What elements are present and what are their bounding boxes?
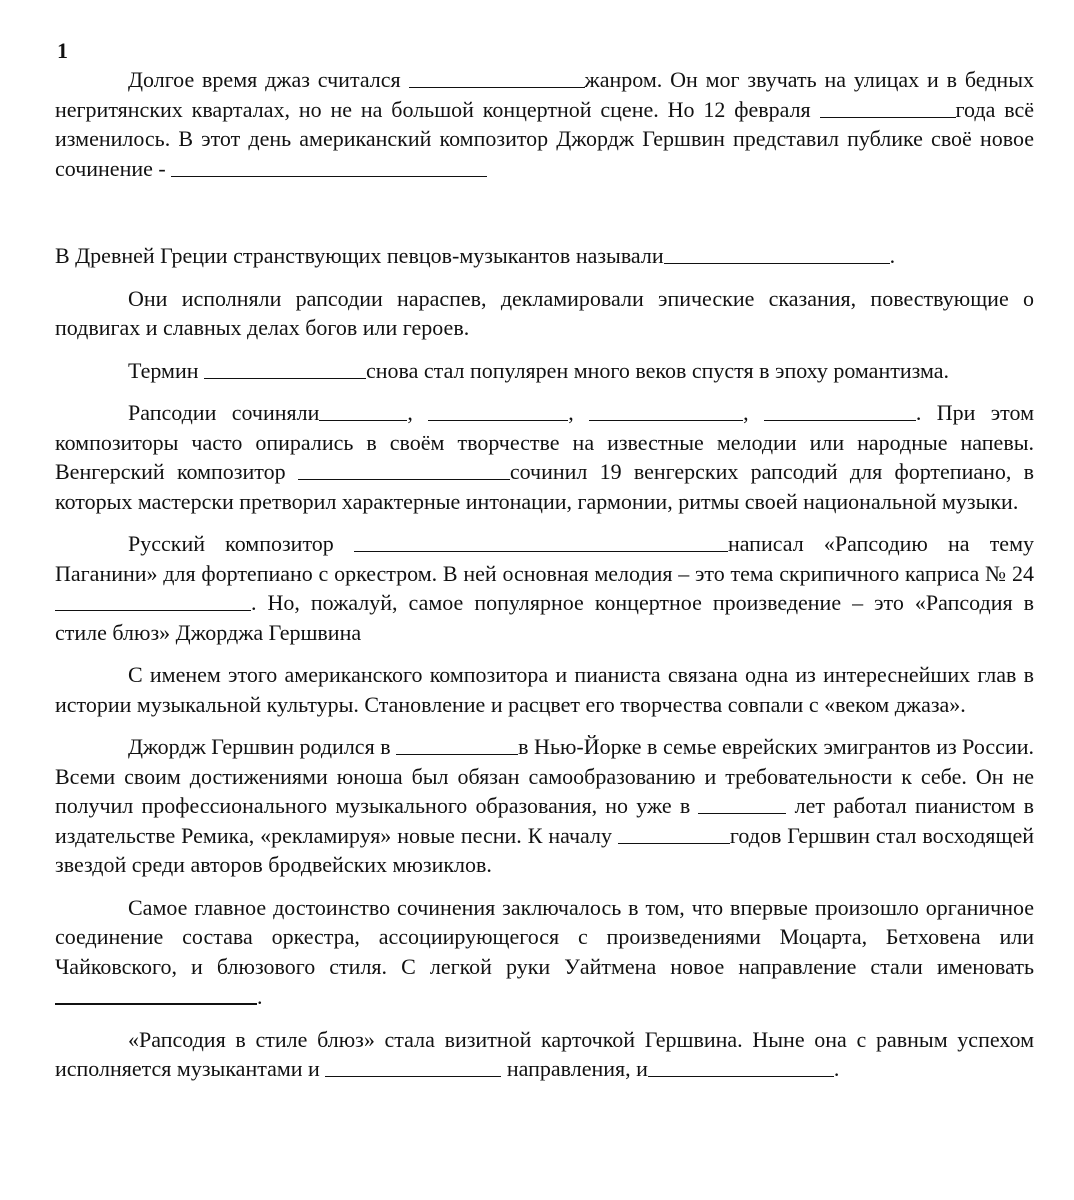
paragraph-greece (55, 241, 1034, 271)
text: Долгое время джаз считался (128, 67, 409, 92)
blank-composer-3[interactable] (589, 398, 743, 421)
text: Джордж Гершвин родился в (128, 734, 397, 759)
paragraph-main-merit (55, 893, 1034, 1012)
paragraph-term (55, 356, 1034, 386)
paragraph-business-card (55, 1025, 1034, 1084)
paragraph-gershwin-era (55, 660, 1034, 719)
text: . (833, 1056, 840, 1081)
blank-age[interactable] (698, 791, 786, 814)
text: . (889, 243, 896, 268)
text: лет работал пианистом в издательстве Ремика, «рекламируя» новые песни. К началу (55, 793, 1034, 848)
text: направления, и (501, 1056, 648, 1081)
text: , (568, 400, 590, 425)
paragraph-gershwin-bio (55, 732, 1034, 880)
blank-hungarian-composer[interactable] (298, 457, 510, 480)
text: С именем этого американского композитора и пианиста связана одна из интереснейших глав в истории музыкальной культуры. Становление и расцвет его творчества совпали с «веком джаза». (55, 662, 1034, 717)
text: «Рапсодия в стиле блюз» стала визитной карточкой Гершвина. Ныне она с равным успехом исполняется музыкантами и (55, 1026, 1034, 1081)
blank-direction-name[interactable] (55, 981, 257, 1005)
text: , (407, 400, 429, 425)
text: . При этом композиторы часто опирались в своём творчестве на известные мелодии или народные напевы. Венгерский композитор (55, 400, 1035, 484)
text: В Древней Греции странствующих певцов-музыкантов называли (55, 243, 664, 268)
text: , (743, 400, 764, 425)
blank-direction-1[interactable] (325, 1054, 501, 1077)
task-number: 1 (57, 38, 68, 63)
blank-caprice-composer[interactable] (55, 588, 251, 611)
paragraph-composers (55, 398, 1034, 516)
text: Термин (128, 357, 205, 383)
text: жанром. Он мог звучать на улицах и в бедных негритянских кварталах, но не на большой концертной сцене. Но 12 февраля (55, 67, 1034, 122)
text: годов Гершвин стал восходящей звездой среди авторов бродвейских мюзиклов. (55, 822, 1034, 877)
blank-singers-name[interactable] (664, 241, 890, 264)
text: Рапсодии сочиняли (128, 400, 320, 425)
blank-decade[interactable] (618, 821, 730, 844)
blank-composer-2[interactable] (428, 398, 568, 421)
blank-term[interactable] (204, 356, 366, 379)
text: Русский композитор (128, 531, 354, 556)
text: в Нью-Йорке в семье еврейских эмигрантов из России. Всеми своим достижениями юноша был обязан самообразованию и требовательности к себе. Он не получил профессионального музыкального образования, но уже в (55, 734, 1034, 818)
blank-composer-1[interactable] (319, 398, 407, 421)
blank-year[interactable] (820, 95, 956, 118)
paragraph-jazz-intro (55, 65, 1034, 183)
text: Самое главное достоинство сочинения заключалось в том, что впервые произошло органичное соединение состава оркестра, ассоциирующегося с произведениями Моцарта, Бетховена или Чайковского, и блюзового стиля. С легкой руки Уайтмена новое направление стали именовать (55, 894, 1034, 979)
text: года всё изменилось. В этот день американский композитор Джордж Гершвин представил публике своё новое сочинение - (55, 96, 1034, 181)
blank-russian-composer[interactable] (354, 529, 728, 552)
text: . (257, 984, 263, 1009)
blank-birth-year[interactable] (396, 732, 518, 755)
text: Они исполняли рапсодии нараспев, декламировали эпические сказания, повествующие о подвигах и славных делах богов или героев. (55, 285, 1034, 340)
text: . Но, пожалуй, самое популярное концертное произведение – это «Рапсодия в стиле блюз» Джорджа Гершвина (55, 590, 1034, 645)
text: снова стал популярен много веков спустя в эпоху романтизма. (366, 357, 950, 383)
text: написал «Рапсодию на тему Паганини» для фортепиано с оркестром. В ней основная мелодия – это тема скрипичного каприса № 24 (55, 531, 1034, 586)
text: сочинил 19 венгерских рапсодий для фортепиано, в которых мастерски претворил характерные интонации, гармонии, ритмы своей национальной музыки. (55, 459, 1034, 514)
blank-direction-2[interactable] (648, 1054, 834, 1077)
paragraph-rhapsody-performance (55, 284, 1034, 343)
blank-genre[interactable] (409, 65, 585, 88)
blank-composition[interactable] (171, 154, 487, 177)
blank-composer-4[interactable] (764, 398, 916, 421)
paragraph-russian-composer (55, 529, 1034, 647)
